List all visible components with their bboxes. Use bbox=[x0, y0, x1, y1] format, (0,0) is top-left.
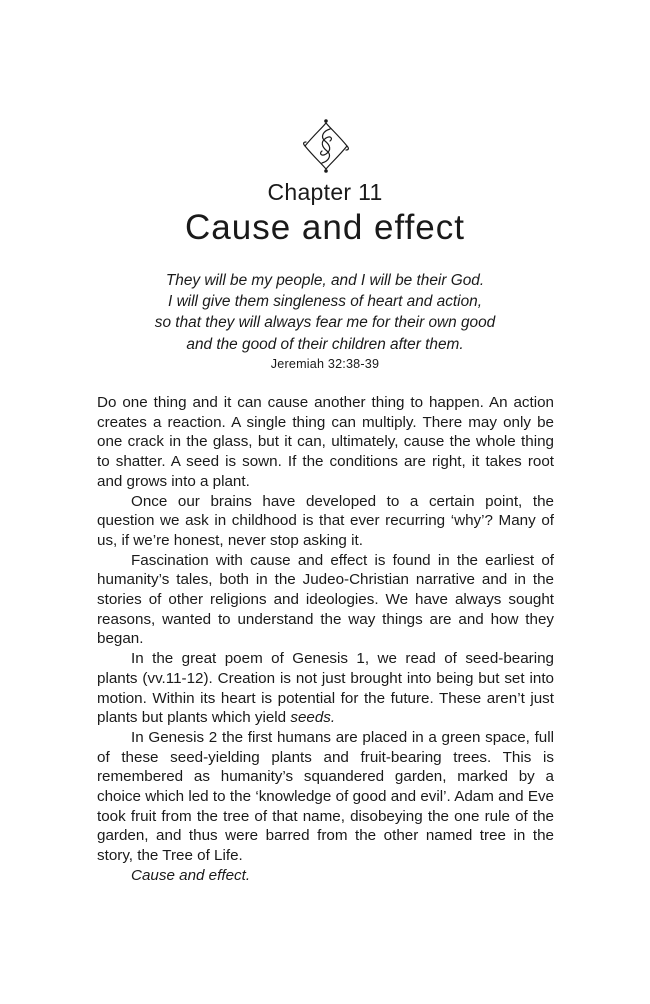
chapter-title: Cause and effect bbox=[185, 208, 465, 247]
flourish-diamond-icon bbox=[299, 117, 353, 175]
epigraph-line: and the good of their children after them. bbox=[186, 335, 464, 353]
paragraph: Once our brains have developed to a certain point, the question we ask in childhood is that ever recurring ‘why’? Many of us, if we’re honest, never stop asking it. bbox=[97, 492, 554, 549]
emphasis-text: Cause and effect. bbox=[131, 866, 251, 884]
paragraph: Do one thing and it can cause another thing to happen. An action creates a reaction. A single thing can multiply. There may only be one crack in the glass, but it can, ultimately, cause the whole thing to shatter. A seed is sown. If the conditions are right, it takes root and grows into a plant. bbox=[97, 394, 554, 490]
epigraph-line: so that they will always fear me for their own good bbox=[154, 314, 496, 332]
paragraph-text: In the great poem of Genesis 1, we read of seed-bearing plants (vv.11-12). Creation is not just brought into being but set into motion. Within its heart is potential for the future. These aren’t just plants but plants which yield bbox=[97, 650, 554, 727]
epigraph-line: They will be my people, and I will be their God. bbox=[165, 272, 485, 289]
epigraph bbox=[0, 270, 650, 374]
paragraph bbox=[97, 866, 554, 886]
epigraph-source: Jeremiah 32:38-39 bbox=[270, 356, 380, 371]
paragraph: Fascination with cause and effect is found in the earliest of humanity’s tales, both in the Judeo-Christian narrative and in the stories of other religions and ideologies. We have always sought reasons, wanted to understand the way things are and how they began. bbox=[97, 551, 554, 648]
emphasis-text: seeds. bbox=[290, 709, 336, 727]
chapter-number: Chapter 11 bbox=[267, 179, 383, 205]
chapter-body bbox=[97, 393, 554, 886]
paragraph bbox=[97, 649, 554, 728]
epigraph-line: I will give them singleness of heart and action, bbox=[168, 293, 482, 311]
paragraph: In Genesis 2 the first humans are placed in a green space, full of these seed-yielding plants and fruit-bearing trees. This is remembered as humanity’s squandered garden, marked by a choice which led to the ‘knowledge of good and evil’. Adam and Eve took fruit from the tree of that name, disobeying the one rule of the garden, and thus were barred from the other named tree in the story, the Tree of Life. bbox=[97, 728, 554, 865]
